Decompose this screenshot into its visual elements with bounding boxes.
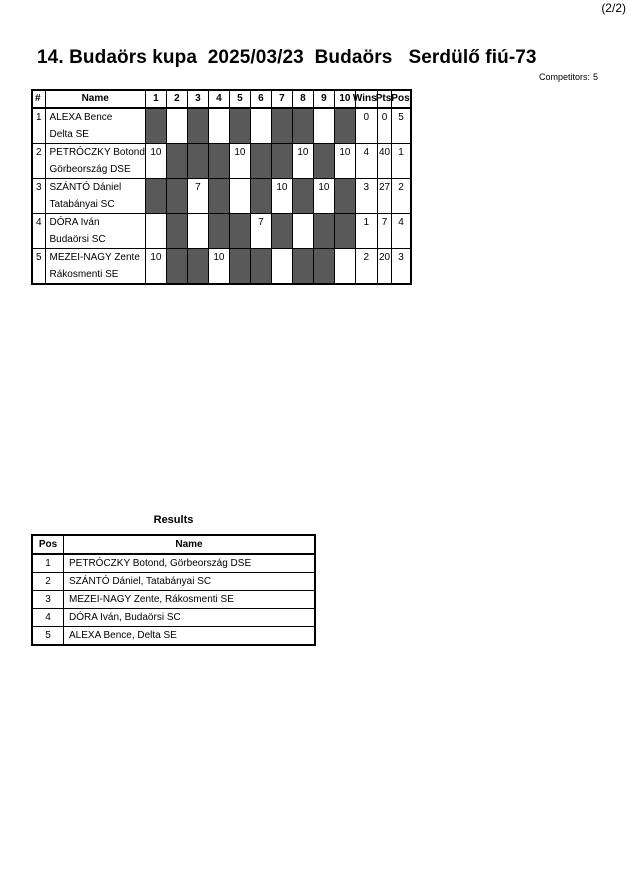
results-header-name: Name — [64, 535, 316, 554]
header-pos: Pos — [392, 90, 411, 108]
score-cell-3 — [187, 214, 208, 249]
competitor-index: 4 — [32, 214, 45, 249]
page-title: 14. Budaörs kupa 2025/03/23 Budaörs Serdülő fiú-73 — [37, 47, 537, 68]
competitor-pos: 3 — [392, 249, 411, 285]
score-cell-5: 10 — [229, 144, 250, 179]
competitor-wins: 3 — [355, 179, 377, 214]
header-wins: Wins — [355, 90, 377, 108]
competitor-club: Görbeország DSE — [45, 161, 145, 179]
competitor-pts: 0 — [377, 108, 392, 144]
competitor-wins: 4 — [355, 144, 377, 179]
competitor-club: Delta SE — [45, 126, 145, 144]
score-cell-1: 10 — [145, 144, 166, 179]
competitor-index: 1 — [32, 108, 45, 144]
header-name: Name — [45, 90, 145, 108]
header-col-1: 1 — [145, 90, 166, 108]
score-cell-10 — [334, 179, 355, 214]
pool-row — [32, 108, 411, 126]
score-cell-5 — [229, 179, 250, 214]
score-cell-7 — [271, 214, 292, 249]
score-cell-5 — [229, 214, 250, 249]
competitor-club: Budaörsi SC — [45, 231, 145, 249]
score-cell-8 — [292, 214, 313, 249]
header-pts: Pts — [377, 90, 392, 108]
competitor-pos: 5 — [392, 108, 411, 144]
competitor-pos: 1 — [392, 144, 411, 179]
result-name: SZÁNTÓ Dániel, Tatabányai SC — [64, 573, 316, 591]
score-cell-1 — [145, 214, 166, 249]
competitor-name: MEZEI-NAGY Zente — [45, 249, 145, 267]
score-cell-9 — [313, 144, 334, 179]
score-cell-4 — [208, 179, 229, 214]
score-cell-3 — [187, 144, 208, 179]
score-cell-1 — [145, 179, 166, 214]
competitor-name: PETRÓCZKY Botond — [45, 144, 145, 162]
result-pos: 4 — [32, 609, 64, 627]
score-cell-9 — [313, 108, 334, 144]
header-col-8: 8 — [292, 90, 313, 108]
score-cell-6 — [250, 179, 271, 214]
score-cell-3: 7 — [187, 179, 208, 214]
result-name: PETRÓCZKY Botond, Görbeország DSE — [64, 554, 316, 573]
result-name: DÓRA Iván, Budaörsi SC — [64, 609, 316, 627]
score-cell-10: 10 — [334, 144, 355, 179]
score-cell-1 — [145, 108, 166, 144]
results-row — [32, 573, 315, 591]
header-col-4: 4 — [208, 90, 229, 108]
score-cell-9 — [313, 214, 334, 249]
score-cell-8 — [292, 179, 313, 214]
score-cell-2 — [166, 249, 187, 285]
score-cell-5 — [229, 108, 250, 144]
competitors-label: Competitors: — [538, 72, 590, 82]
results-header-pos: Pos — [32, 535, 64, 554]
competitor-pts: 27 — [377, 179, 392, 214]
score-cell-10 — [334, 249, 355, 285]
score-cell-2 — [166, 214, 187, 249]
pool-row — [32, 214, 411, 232]
result-name: ALEXA Bence, Delta SE — [64, 627, 316, 646]
pool-row — [32, 249, 411, 267]
competitor-name: DÓRA Iván — [45, 214, 145, 232]
header-col-2: 2 — [166, 90, 187, 108]
pool-header-row — [32, 90, 411, 108]
score-cell-8 — [292, 108, 313, 144]
score-cell-2 — [166, 108, 187, 144]
result-pos: 1 — [32, 554, 64, 573]
competitor-name: SZÁNTÓ Dániel — [45, 179, 145, 197]
score-cell-2 — [166, 144, 187, 179]
pool-row — [32, 144, 411, 162]
header-col-5: 5 — [229, 90, 250, 108]
competitor-name: ALEXA Bence — [45, 108, 145, 126]
score-cell-8: 10 — [292, 144, 313, 179]
competitor-index: 3 — [32, 179, 45, 214]
score-cell-4 — [208, 214, 229, 249]
score-cell-7: 10 — [271, 179, 292, 214]
score-cell-6 — [250, 108, 271, 144]
score-cell-6: 7 — [250, 214, 271, 249]
competitor-index: 2 — [32, 144, 45, 179]
score-cell-4: 10 — [208, 249, 229, 285]
score-cell-9 — [313, 249, 334, 285]
header-col-3: 3 — [187, 90, 208, 108]
result-pos: 5 — [32, 627, 64, 646]
score-cell-6 — [250, 144, 271, 179]
header-col-6: 6 — [250, 90, 271, 108]
header-num: # — [32, 90, 45, 108]
competitor-wins: 2 — [355, 249, 377, 285]
results-row — [32, 609, 315, 627]
score-cell-6 — [250, 249, 271, 285]
score-cell-5 — [229, 249, 250, 285]
competitor-wins: 0 — [355, 108, 377, 144]
score-cell-8 — [292, 249, 313, 285]
competitor-pts: 40 — [377, 144, 392, 179]
competitor-pts: 20 — [377, 249, 392, 285]
results-row — [32, 554, 315, 573]
result-pos: 3 — [32, 591, 64, 609]
score-cell-7 — [271, 108, 292, 144]
competitor-pos: 4 — [392, 214, 411, 249]
header-col-7: 7 — [271, 90, 292, 108]
score-cell-7 — [271, 249, 292, 285]
result-pos: 2 — [32, 573, 64, 591]
results-row — [32, 627, 315, 646]
score-cell-10 — [334, 108, 355, 144]
score-cell-4 — [208, 108, 229, 144]
competitor-pos: 2 — [392, 179, 411, 214]
competitor-pts: 7 — [377, 214, 392, 249]
score-cell-3 — [187, 249, 208, 285]
competitor-club: Rákosmenti SE — [45, 266, 145, 284]
pool-row — [32, 179, 411, 197]
competitors-count: 5 — [592, 72, 598, 82]
header-col-9: 9 — [313, 90, 334, 108]
score-cell-7 — [271, 144, 292, 179]
competitor-wins: 1 — [355, 214, 377, 249]
pool-table — [31, 89, 412, 285]
page-number: (2/2) — [601, 1, 626, 15]
score-cell-9: 10 — [313, 179, 334, 214]
results-row — [32, 591, 315, 609]
score-cell-4 — [208, 144, 229, 179]
result-name: MEZEI-NAGY Zente, Rákosmenti SE — [64, 591, 316, 609]
results-title: Results — [153, 514, 194, 526]
competitors-count-label — [536, 72, 598, 82]
results-header-row — [32, 535, 315, 554]
score-cell-2 — [166, 179, 187, 214]
score-cell-1: 10 — [145, 249, 166, 285]
competitor-club: Tatabányai SC — [45, 196, 145, 214]
score-cell-10 — [334, 214, 355, 249]
results-table — [31, 534, 316, 646]
header-col-10: 10 — [334, 90, 355, 108]
competitor-index: 5 — [32, 249, 45, 285]
score-cell-3 — [187, 108, 208, 144]
